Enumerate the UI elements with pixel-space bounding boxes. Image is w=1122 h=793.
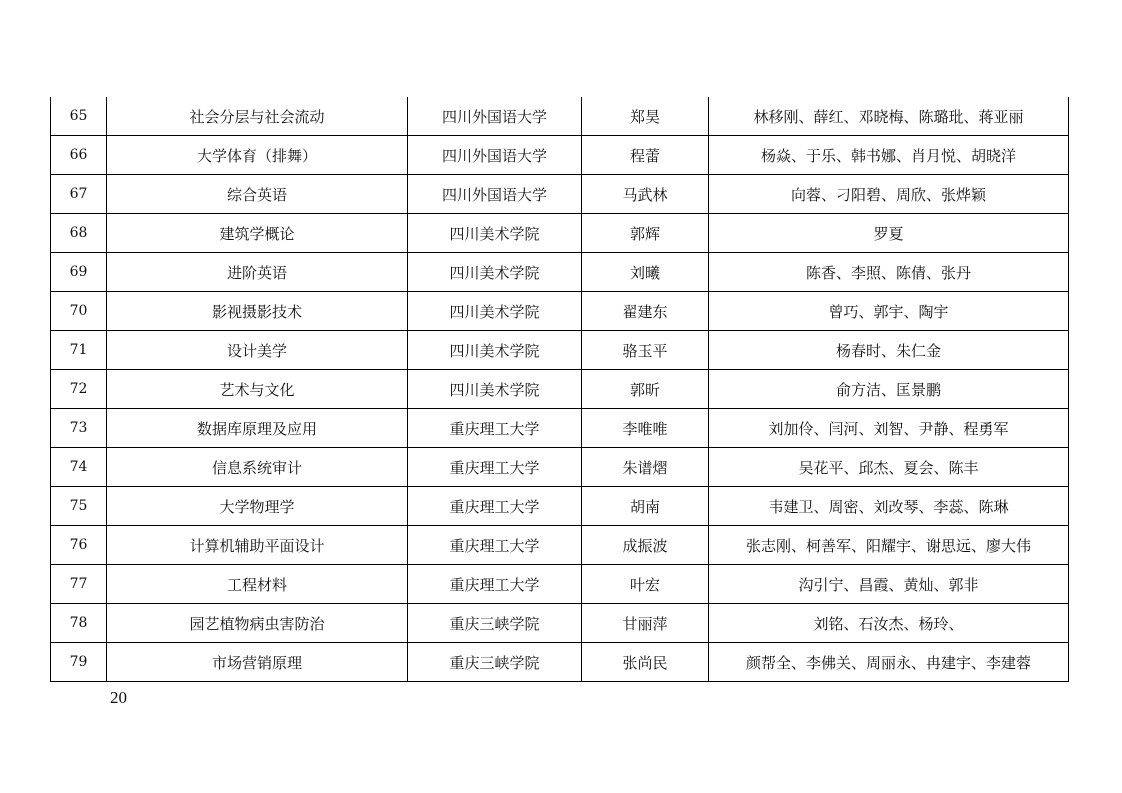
course-name-cell: 社会分层与社会流动 xyxy=(107,97,408,136)
table-body xyxy=(51,97,1069,682)
school-name-cell: 四川美术学院 xyxy=(408,370,582,409)
course-name-cell: 市场营销原理 xyxy=(107,643,408,682)
course-leader-cell: 甘丽萍 xyxy=(582,604,709,643)
row-number-cell: 66 xyxy=(51,136,107,175)
table-row xyxy=(51,214,1069,253)
school-name-cell: 四川外国语大学 xyxy=(408,175,582,214)
school-name-cell: 四川美术学院 xyxy=(408,253,582,292)
course-leader-cell: 刘曦 xyxy=(582,253,709,292)
school-name-cell: 重庆理工大学 xyxy=(408,526,582,565)
team-members-cell: 沟引宁、昌霞、黄灿、郭非 xyxy=(709,565,1069,604)
school-name-cell: 重庆理工大学 xyxy=(408,448,582,487)
course-leader-cell: 郭辉 xyxy=(582,214,709,253)
row-number-cell: 73 xyxy=(51,409,107,448)
course-name-cell: 信息系统审计 xyxy=(107,448,408,487)
row-number-cell: 79 xyxy=(51,643,107,682)
table-row xyxy=(51,136,1069,175)
course-leader-cell: 成振波 xyxy=(582,526,709,565)
course-name-cell: 建筑学概论 xyxy=(107,214,408,253)
team-members-cell: 林移刚、薛红、邓晓梅、陈璐玭、蒋亚丽 xyxy=(709,97,1069,136)
course-name-cell: 影视摄影技术 xyxy=(107,292,408,331)
course-name-cell: 大学体育（排舞） xyxy=(107,136,408,175)
table-row xyxy=(51,175,1069,214)
course-leader-cell: 郭昕 xyxy=(582,370,709,409)
table-row xyxy=(51,604,1069,643)
page-number: 20 xyxy=(110,688,127,707)
table-row xyxy=(51,565,1069,604)
row-number-cell: 69 xyxy=(51,253,107,292)
table-row xyxy=(51,97,1069,136)
course-name-cell: 计算机辅助平面设计 xyxy=(107,526,408,565)
course-name-cell: 艺术与文化 xyxy=(107,370,408,409)
school-name-cell: 重庆理工大学 xyxy=(408,409,582,448)
row-number-cell: 65 xyxy=(51,97,107,136)
table-row xyxy=(51,487,1069,526)
row-number-cell: 70 xyxy=(51,292,107,331)
team-members-cell: 刘铭、石汝杰、杨玲、 xyxy=(709,604,1069,643)
team-members-cell: 罗夏 xyxy=(709,214,1069,253)
row-number-cell: 74 xyxy=(51,448,107,487)
school-name-cell: 四川外国语大学 xyxy=(408,97,582,136)
course-leader-cell: 张尚民 xyxy=(582,643,709,682)
course-table xyxy=(50,97,1069,682)
team-members-cell: 吴花平、邱杰、夏会、陈丰 xyxy=(709,448,1069,487)
course-leader-cell: 翟建东 xyxy=(582,292,709,331)
course-name-cell: 设计美学 xyxy=(107,331,408,370)
school-name-cell: 四川美术学院 xyxy=(408,214,582,253)
course-name-cell: 数据库原理及应用 xyxy=(107,409,408,448)
team-members-cell: 曾巧、郭宇、陶宇 xyxy=(709,292,1069,331)
row-number-cell: 76 xyxy=(51,526,107,565)
course-leader-cell: 郑昊 xyxy=(582,97,709,136)
team-members-cell: 刘加伶、闫河、刘智、尹静、程勇军 xyxy=(709,409,1069,448)
course-leader-cell: 叶宏 xyxy=(582,565,709,604)
row-number-cell: 72 xyxy=(51,370,107,409)
row-number-cell: 78 xyxy=(51,604,107,643)
school-name-cell: 四川美术学院 xyxy=(408,331,582,370)
table-row xyxy=(51,292,1069,331)
school-name-cell: 重庆三峡学院 xyxy=(408,604,582,643)
course-leader-cell: 程蕾 xyxy=(582,136,709,175)
course-leader-cell: 马武林 xyxy=(582,175,709,214)
course-leader-cell: 胡南 xyxy=(582,487,709,526)
table-row xyxy=(51,526,1069,565)
row-number-cell: 75 xyxy=(51,487,107,526)
school-name-cell: 重庆理工大学 xyxy=(408,487,582,526)
table-row xyxy=(51,370,1069,409)
table-row xyxy=(51,253,1069,292)
team-members-cell: 韦建卫、周密、刘改琴、李蕊、陈琳 xyxy=(709,487,1069,526)
row-number-cell: 68 xyxy=(51,214,107,253)
table-row xyxy=(51,448,1069,487)
row-number-cell: 67 xyxy=(51,175,107,214)
team-members-cell: 杨春时、朱仁金 xyxy=(709,331,1069,370)
team-members-cell: 陈香、李照、陈倩、张丹 xyxy=(709,253,1069,292)
team-members-cell: 杨焱、于乐、韩书娜、肖月悦、胡晓洋 xyxy=(709,136,1069,175)
course-name-cell: 大学物理学 xyxy=(107,487,408,526)
row-number-cell: 77 xyxy=(51,565,107,604)
course-leader-cell: 骆玉平 xyxy=(582,331,709,370)
course-name-cell: 工程材料 xyxy=(107,565,408,604)
table-row xyxy=(51,331,1069,370)
team-members-cell: 俞方洁、匡景鹏 xyxy=(709,370,1069,409)
course-name-cell: 进阶英语 xyxy=(107,253,408,292)
school-name-cell: 四川外国语大学 xyxy=(408,136,582,175)
table-row xyxy=(51,409,1069,448)
team-members-cell: 张志刚、柯善军、阳耀宇、谢思远、廖大伟 xyxy=(709,526,1069,565)
table-row xyxy=(51,643,1069,682)
course-name-cell: 综合英语 xyxy=(107,175,408,214)
team-members-cell: 颜帮全、李佛关、周丽永、冉建宇、李建蓉 xyxy=(709,643,1069,682)
school-name-cell: 重庆三峡学院 xyxy=(408,643,582,682)
school-name-cell: 重庆理工大学 xyxy=(408,565,582,604)
course-leader-cell: 朱谱熠 xyxy=(582,448,709,487)
school-name-cell: 四川美术学院 xyxy=(408,292,582,331)
team-members-cell: 向蓉、刁阳碧、周欣、张烨颖 xyxy=(709,175,1069,214)
row-number-cell: 71 xyxy=(51,331,107,370)
course-leader-cell: 李唯唯 xyxy=(582,409,709,448)
course-name-cell: 园艺植物病虫害防治 xyxy=(107,604,408,643)
